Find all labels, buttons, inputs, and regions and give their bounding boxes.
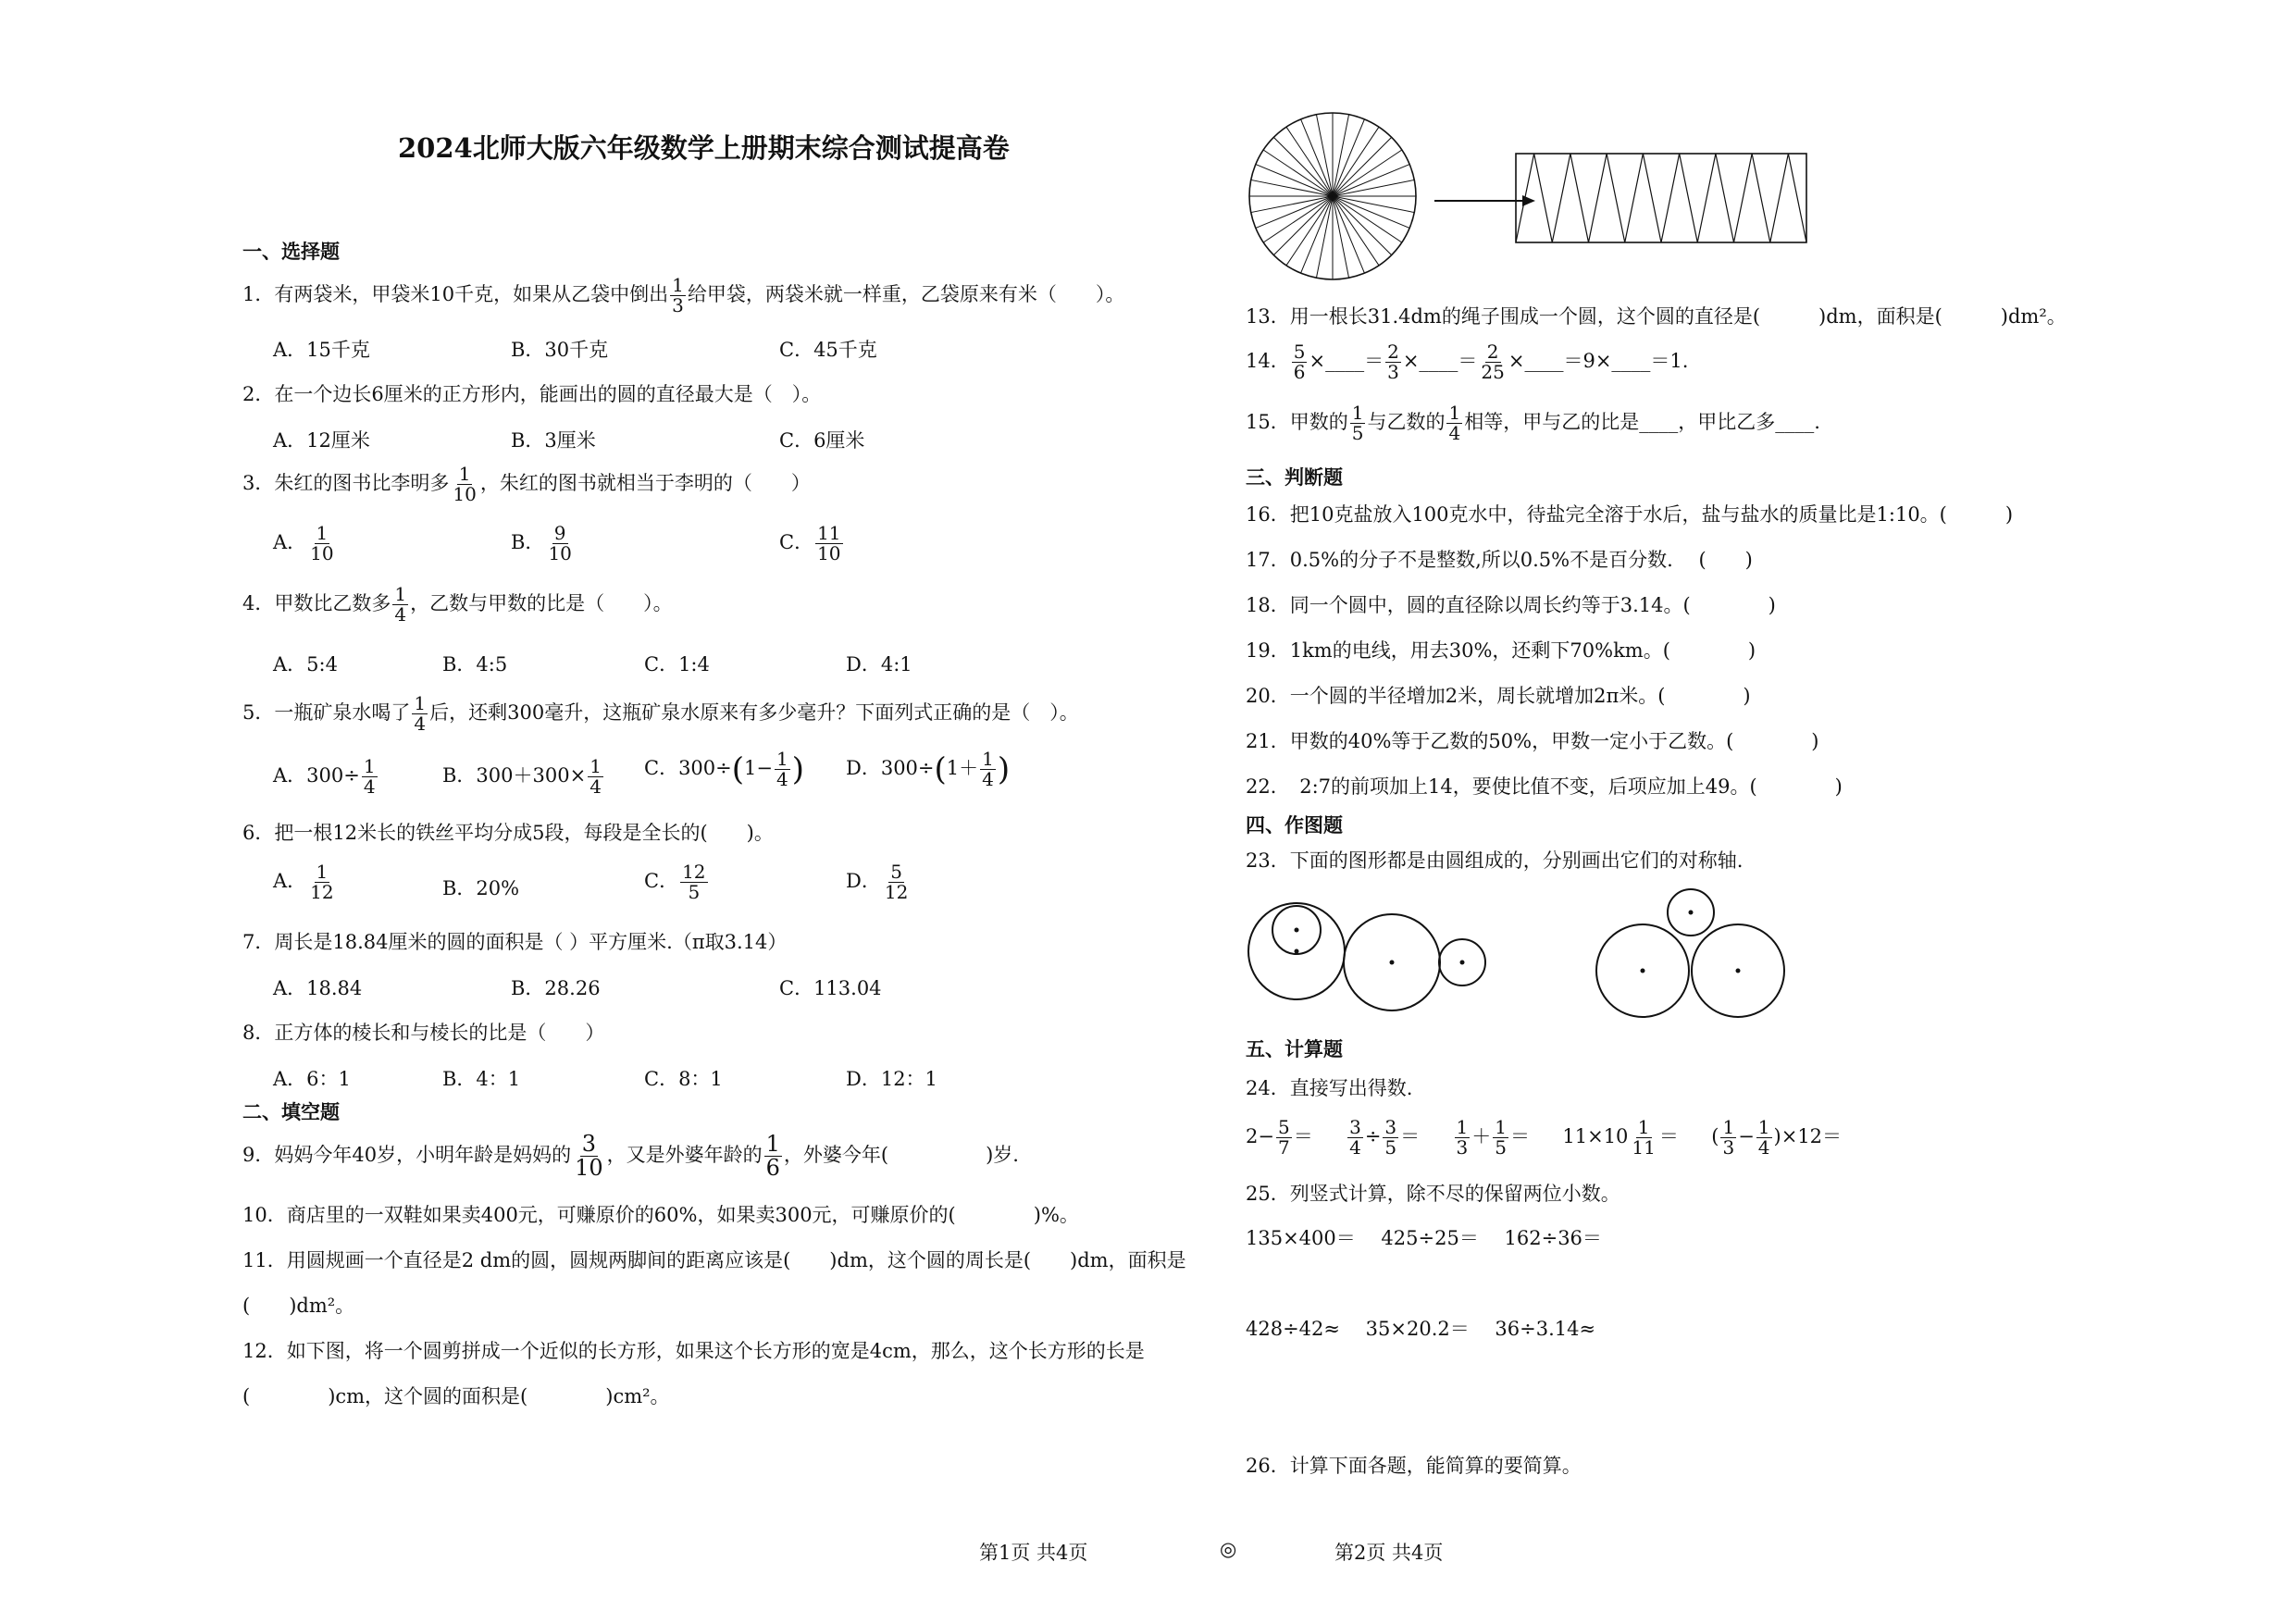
center-dot bbox=[1641, 969, 1645, 973]
question-15-text-b: 与乙数的 bbox=[1367, 411, 1446, 433]
denominator: 25 bbox=[1481, 361, 1505, 383]
question-2: 2．在一个边长6厘米的正方形内，能画出的圆的直径最大是（ ）。 bbox=[242, 383, 822, 405]
page-title: 2024北师大版六年级数学上册期末综合测试提高卷 bbox=[398, 132, 1010, 164]
option-label: D． bbox=[846, 870, 881, 892]
question-10: 10．商店里的一双鞋如果卖400元，可赚原价的60%，如果卖300元，可赚原价的( )%。 bbox=[242, 1204, 1079, 1226]
fraction bbox=[1347, 1118, 1363, 1158]
option-b[interactable]: B．28.26 bbox=[511, 977, 601, 999]
question-1-text-b: 给甲袋，两袋米就一样重，乙袋原来有米（ ）。 bbox=[687, 283, 1125, 305]
option-d[interactable] bbox=[846, 862, 912, 902]
numerator: 1 bbox=[1495, 1116, 1507, 1138]
option-c[interactable]: C．8：1 bbox=[644, 1068, 723, 1090]
numerator: 1 bbox=[1637, 1116, 1650, 1138]
option-label: C． bbox=[779, 531, 814, 553]
fraction bbox=[1479, 342, 1506, 382]
expr-text: ＝ bbox=[1510, 1125, 1530, 1147]
operator: − bbox=[1738, 1125, 1755, 1147]
denominator: 12 bbox=[884, 881, 909, 903]
fraction bbox=[680, 862, 707, 902]
question-5-text-b: 后，还剩300毫升，这瓶矿泉水原来有多少毫升？下面列式正确的是（ ）。 bbox=[429, 701, 1079, 724]
fraction bbox=[1276, 1118, 1292, 1158]
numerator: 3 bbox=[1384, 1116, 1397, 1138]
denominator: 4 bbox=[394, 603, 407, 626]
denominator: 4 bbox=[363, 775, 376, 798]
option-c[interactable]: C．113.04 bbox=[779, 977, 882, 999]
numerator: 3 bbox=[1349, 1116, 1361, 1138]
denominator: 7 bbox=[1277, 1136, 1290, 1159]
numerator: 1 bbox=[316, 522, 329, 544]
option-c[interactable]: C．45千克 bbox=[779, 339, 877, 361]
denominator: 10 bbox=[575, 1155, 603, 1182]
denominator: 4 bbox=[414, 713, 427, 735]
option-text: C．300÷ bbox=[644, 757, 732, 779]
numerator: 1 bbox=[414, 692, 427, 714]
numerator: 2 bbox=[1486, 341, 1499, 363]
question-11-line-1: 11．用圆规画一个直径是2 dm的圆，圆规两脚间的距离应该是( )dm，这个圆的周长是( )dm，面积是 bbox=[242, 1249, 1186, 1271]
denominator: 6 bbox=[1293, 361, 1306, 383]
fraction bbox=[573, 1133, 605, 1180]
fraction bbox=[1350, 403, 1366, 443]
fraction bbox=[670, 276, 686, 316]
sector-line bbox=[1333, 196, 1392, 255]
numerator: 1 bbox=[316, 861, 329, 883]
fraction bbox=[1493, 1118, 1508, 1158]
question-25-row-1: 135×400＝ 425÷25＝ 162÷36＝ bbox=[1246, 1227, 1602, 1249]
center-dot bbox=[1736, 969, 1741, 973]
sector-line bbox=[1273, 196, 1333, 255]
expr-text: ＝ bbox=[1658, 1125, 1679, 1147]
question-17: 17．0.5%的分子不是整数,所以0.5%不是百分数. ( ) bbox=[1246, 549, 1753, 571]
denominator: 12 bbox=[310, 881, 334, 903]
question-14-text-b: ×____＝ bbox=[1402, 350, 1478, 372]
option-a[interactable] bbox=[273, 757, 379, 797]
circle-sectors-figure bbox=[1245, 111, 1430, 296]
center-dot bbox=[1689, 911, 1694, 915]
operator: ÷ bbox=[1364, 1125, 1382, 1147]
question-3 bbox=[242, 465, 811, 504]
fraction bbox=[1756, 1118, 1772, 1158]
question-7: 7．周长是18.84厘米的圆的面积是（ ）平方厘米.（π取3.14） bbox=[242, 931, 788, 953]
expr-text: 2− bbox=[1246, 1125, 1274, 1147]
section-fill: 二、填空题 bbox=[242, 1100, 340, 1123]
option-d[interactable] bbox=[846, 750, 1010, 789]
denominator: 5 bbox=[1495, 1136, 1507, 1159]
question-15-text-a: 15．甲数的 bbox=[1246, 411, 1348, 433]
option-c[interactable] bbox=[644, 862, 710, 902]
question-12-line-2: ( )cm，这个圆的面积是( )cm²。 bbox=[242, 1385, 670, 1407]
fraction bbox=[980, 750, 996, 789]
question-25: 25．列竖式计算，除不尽的保留两位小数。 bbox=[1246, 1183, 1620, 1205]
option-b[interactable] bbox=[511, 524, 576, 564]
approx-rectangle-figure bbox=[1514, 150, 1810, 256]
question-9 bbox=[242, 1133, 1019, 1180]
question-21: 21．甲数的40%等于乙数的50%，甲数一定小于乙数。( ) bbox=[1246, 730, 1819, 752]
fraction bbox=[362, 757, 378, 797]
option-text: B．300＋300× bbox=[442, 764, 587, 787]
numerator: 1 bbox=[1757, 1116, 1770, 1138]
question-5 bbox=[242, 694, 1079, 734]
expr-text: ( bbox=[1711, 1125, 1719, 1147]
question-9-text-c: ，外婆今年( )岁. bbox=[783, 1144, 1019, 1167]
fraction bbox=[546, 524, 573, 564]
denominator: 3 bbox=[1456, 1136, 1469, 1159]
option-b[interactable]: B．3厘米 bbox=[511, 429, 596, 452]
option-text: 1＋ bbox=[946, 757, 979, 779]
question-12-line-1: 12．如下图，将一个圆剪拼成一个近似的长方形，如果这个长方形的宽是4cm，那么，这个长方形的长是 bbox=[242, 1340, 1145, 1362]
fraction bbox=[588, 757, 603, 797]
question-24-expressions bbox=[1246, 1118, 1842, 1158]
question-4 bbox=[242, 585, 673, 625]
zigzag-sectors bbox=[1516, 154, 1806, 242]
right-paren: ) bbox=[997, 750, 1011, 788]
option-b[interactable] bbox=[442, 757, 605, 797]
center-dot bbox=[1390, 961, 1395, 965]
denominator: 10 bbox=[310, 542, 334, 564]
operator: ＋ bbox=[1471, 1125, 1492, 1147]
expr-text: ＝ bbox=[1293, 1125, 1313, 1147]
denominator: 10 bbox=[453, 483, 477, 505]
question-3-text-b: ，朱红的图书就相当于李明的（ ） bbox=[479, 472, 811, 494]
fraction bbox=[1455, 1118, 1471, 1158]
denominator: 5 bbox=[688, 881, 701, 903]
option-c[interactable] bbox=[779, 524, 845, 564]
numerator: 1 bbox=[1448, 402, 1461, 424]
denominator: 4 bbox=[1757, 1136, 1770, 1159]
footer-page-2: 第2页 共4页 bbox=[1334, 1542, 1444, 1564]
option-label: C． bbox=[644, 870, 679, 892]
numerator: 1 bbox=[394, 583, 407, 605]
fraction bbox=[815, 524, 842, 564]
option-b[interactable]: B．20% bbox=[442, 877, 520, 899]
question-1-text-a: 1．有两袋米，甲袋米10千克，如果从乙袋中倒出 bbox=[242, 283, 669, 305]
sector-line bbox=[1333, 137, 1392, 196]
left-paren: ( bbox=[731, 750, 745, 788]
section-choice: 一、选择题 bbox=[242, 240, 340, 263]
numerator: 1 bbox=[1456, 1116, 1469, 1138]
center-dot bbox=[1460, 961, 1465, 965]
question-16: 16．把10克盐放入100克水中，待盐完全溶于水后，盐与盐水的质量比是1:10。( ) bbox=[1246, 503, 2014, 526]
numerator: 1 bbox=[982, 748, 994, 770]
denominator: 11 bbox=[1632, 1136, 1656, 1159]
option-c[interactable] bbox=[644, 750, 804, 789]
question-18: 18．同一个圆中，圆的直径除以周长约等于3.14。( ) bbox=[1246, 594, 1776, 616]
numerator: 2 bbox=[1387, 341, 1399, 363]
question-24: 24．直接写出得数. bbox=[1246, 1077, 1413, 1099]
fraction bbox=[308, 524, 335, 564]
numerator: 1 bbox=[458, 463, 471, 485]
question-4-text-a: 4．甲数比乙数多 bbox=[242, 592, 391, 614]
option-c[interactable]: C．6厘米 bbox=[779, 429, 865, 452]
fraction bbox=[1446, 403, 1462, 443]
option-label: A． bbox=[273, 870, 307, 892]
question-14-text-a: ×____＝ bbox=[1309, 350, 1384, 372]
question-5-text-a: 5．一瓶矿泉水喝了 bbox=[242, 701, 411, 724]
denominator: 10 bbox=[548, 542, 572, 564]
numerator: 11 bbox=[817, 522, 841, 544]
option-label: B． bbox=[511, 531, 545, 553]
expr-text: ＝ bbox=[1400, 1125, 1421, 1147]
option-label: A． bbox=[273, 531, 307, 553]
numerator: 1 bbox=[363, 755, 376, 777]
denominator: 5 bbox=[1384, 1136, 1397, 1159]
numerator: 5 bbox=[1293, 341, 1306, 363]
option-b[interactable]: B．4:5 bbox=[442, 653, 508, 676]
option-a[interactable]: A．6：1 bbox=[273, 1068, 351, 1090]
denominator: 4 bbox=[1448, 422, 1461, 444]
numerator: 12 bbox=[682, 861, 706, 883]
fraction bbox=[1630, 1118, 1657, 1158]
numerator: 5 bbox=[1277, 1116, 1290, 1138]
denominator: 10 bbox=[817, 542, 841, 564]
fraction bbox=[1292, 342, 1308, 382]
numerator: 1 bbox=[765, 1131, 780, 1157]
fraction bbox=[451, 465, 478, 504]
question-9-text-b: ，又是外婆年龄的 bbox=[606, 1144, 763, 1167]
question-9-text-a: 9．妈妈今年40岁，小明年龄是妈妈的 bbox=[242, 1144, 572, 1167]
denominator: 4 bbox=[590, 775, 602, 798]
option-a[interactable] bbox=[273, 524, 338, 564]
section-judge: 三、判断题 bbox=[1246, 465, 1343, 489]
section-drawing: 四、作图题 bbox=[1246, 813, 1343, 837]
numerator: 1 bbox=[672, 274, 684, 296]
option-d[interactable]: D．4:1 bbox=[846, 653, 912, 676]
question-1 bbox=[242, 276, 1124, 316]
fraction bbox=[308, 862, 335, 902]
expr-text: 11×10 bbox=[1562, 1125, 1629, 1147]
question-number: 14． bbox=[1246, 350, 1290, 372]
right-page bbox=[1222, 0, 2296, 1624]
option-text: A．300÷ bbox=[273, 764, 360, 787]
section-calculation: 五、计算题 bbox=[1246, 1037, 1343, 1060]
left-paren: ( bbox=[934, 750, 947, 788]
question-8: 8．正方体的棱长和与棱长的比是（ ） bbox=[242, 1022, 605, 1044]
numerator: 5 bbox=[890, 861, 902, 883]
question-25-row-2: 428÷42≈ 35×20.2＝ 36÷3.14≈ bbox=[1246, 1318, 1596, 1340]
denominator: 4 bbox=[1349, 1136, 1361, 1159]
sector-line bbox=[1273, 137, 1333, 196]
question-3-text-a: 3．朱红的图书比李明多 bbox=[242, 472, 450, 494]
denominator: 3 bbox=[1722, 1136, 1735, 1159]
question-15 bbox=[1246, 403, 1820, 443]
question-6: 6．把一根12米长的铁丝平均分成5段，每段是全长的( )。 bbox=[242, 822, 774, 844]
option-a[interactable]: A．5:4 bbox=[273, 653, 338, 676]
fraction bbox=[764, 1133, 782, 1180]
option-text: D．300÷ bbox=[846, 757, 935, 779]
fraction bbox=[883, 862, 910, 902]
fraction bbox=[775, 750, 790, 789]
question-14-text-c: ×____＝9×____＝1. bbox=[1508, 350, 1689, 372]
option-c[interactable]: C．1:4 bbox=[644, 653, 710, 676]
numerator: 1 bbox=[1722, 1116, 1735, 1138]
fraction bbox=[1385, 342, 1401, 382]
question-19: 19．1km的电线，用去30%，还剩下70%km。( ) bbox=[1246, 639, 1756, 662]
numerator: 3 bbox=[581, 1131, 596, 1157]
center-dot bbox=[1295, 949, 1299, 954]
option-a[interactable]: A．12厘米 bbox=[273, 429, 370, 452]
right-paren: ) bbox=[791, 750, 804, 788]
fraction bbox=[392, 585, 408, 625]
denominator: 3 bbox=[1387, 361, 1399, 383]
numerator: 1 bbox=[1351, 402, 1364, 424]
option-text: 1− bbox=[744, 757, 773, 779]
fraction bbox=[1720, 1118, 1736, 1158]
denominator: 4 bbox=[776, 768, 788, 790]
footer-page-1: 第1页 共4页 bbox=[979, 1542, 1088, 1564]
question-23: 23．下面的图形都是由圆组成的，分别画出它们的对称轴. bbox=[1246, 849, 1744, 872]
question-20: 20．一个圆的半径增加2米，周长就增加2π米。( ) bbox=[1246, 685, 1751, 707]
option-b[interactable]: B．30千克 bbox=[511, 339, 609, 361]
numerator: 9 bbox=[553, 522, 566, 544]
rectangle-outline bbox=[1516, 154, 1806, 242]
numerator: 1 bbox=[776, 748, 788, 770]
denominator: 5 bbox=[1351, 422, 1364, 444]
option-a[interactable] bbox=[273, 862, 338, 902]
option-b[interactable]: B．4：1 bbox=[442, 1068, 521, 1090]
footer-binding-mark: ◎ bbox=[1220, 1538, 1237, 1560]
symmetry-circles-figure bbox=[1249, 888, 1601, 1018]
fraction bbox=[412, 694, 428, 734]
option-a[interactable]: A．18.84 bbox=[273, 977, 363, 999]
question-15-text-c: 相等，甲与乙的比是____，甲比乙多____. bbox=[1464, 411, 1820, 433]
denominator: 3 bbox=[672, 294, 684, 316]
question-26: 26．计算下面各题，能简算的要简算。 bbox=[1246, 1455, 1582, 1477]
expr-text: )×12＝ bbox=[1773, 1125, 1843, 1147]
question-22: 22． 2:7的前项加上14，要使比值不变，后项应加上49。( ) bbox=[1246, 775, 1843, 798]
question-13: 13．用一根长31.4dm的绳子围成一个圆，这个圆的直径是( )dm，面积是( )dm²。 bbox=[1246, 305, 2066, 328]
numerator: 1 bbox=[590, 755, 602, 777]
denominator: 6 bbox=[765, 1155, 780, 1182]
three-circles-figure bbox=[1596, 884, 1828, 1023]
question-11-line-2: ( )dm²。 bbox=[242, 1295, 355, 1317]
fraction bbox=[1383, 1118, 1398, 1158]
center-dot bbox=[1295, 928, 1299, 933]
question-4-text-b: ，乙数与甲数的比是（ ）。 bbox=[410, 592, 673, 614]
question-14 bbox=[1246, 342, 1688, 382]
option-a[interactable]: A．15千克 bbox=[273, 339, 370, 361]
option-d[interactable]: D．12：1 bbox=[846, 1068, 937, 1090]
denominator: 4 bbox=[982, 768, 994, 790]
